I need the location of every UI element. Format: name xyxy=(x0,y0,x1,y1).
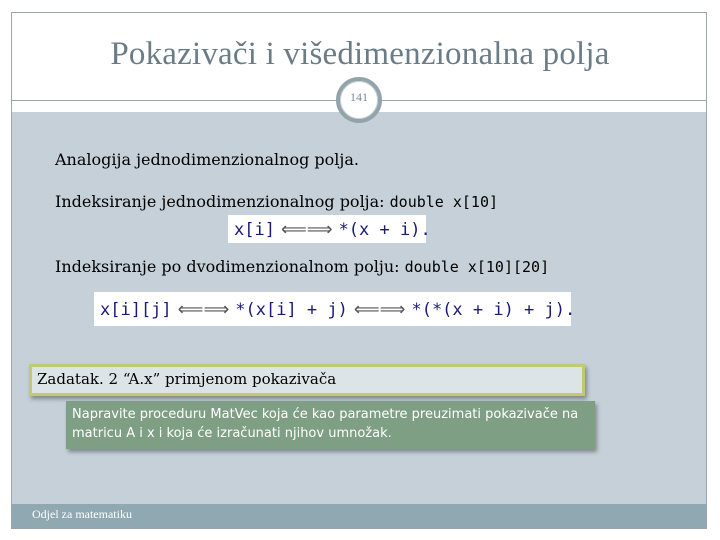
line-1d-text: Indeksiranje jednodimenzionalnog polja: xyxy=(55,192,390,211)
equivalence-arrow-icon: ⟸⟹ xyxy=(353,299,406,320)
formula-2d-part2: *(x[i] + j) xyxy=(235,300,348,320)
equivalence-arrow-icon: ⟸⟹ xyxy=(177,299,230,320)
text-line-1d-indexing xyxy=(55,192,498,211)
formula-2d-part1: x[i][j] xyxy=(100,300,172,320)
text-line-2d-indexing xyxy=(55,257,549,276)
slide-title: Pokazivači i višedimenzionalna polja xyxy=(110,36,610,72)
formula-2d xyxy=(94,292,576,326)
task-description: Napravite proceduru MatVec koja će kao parametre preuzimati pokazivače na matricu A i x i koja će izračunati njihov umnožak. xyxy=(72,407,579,441)
formula-1d xyxy=(228,215,431,243)
formula-2d-part3: *(*(x + i) + j). xyxy=(411,300,576,320)
line-1d-code: double x[10] xyxy=(389,193,499,211)
text-line-analogy: Analogija jednodimenzionalnog polja. xyxy=(55,150,359,169)
formula-1d-right: *(x + i). xyxy=(338,220,431,240)
formula-1d-left: x[i] xyxy=(234,220,275,240)
footer-text: Odjel za matematiku xyxy=(32,507,132,521)
equivalence-arrow-icon: ⟸⟹ xyxy=(280,219,333,240)
line-2d-text: Indeksiranje po dvodimenzionalnom polju: xyxy=(55,257,405,276)
line-2d-code: double x[10][20] xyxy=(404,258,550,276)
task-title: Zadatak. 2 “A.x” primjenom pokazivača xyxy=(37,370,337,388)
page-number: 141 xyxy=(350,90,368,104)
